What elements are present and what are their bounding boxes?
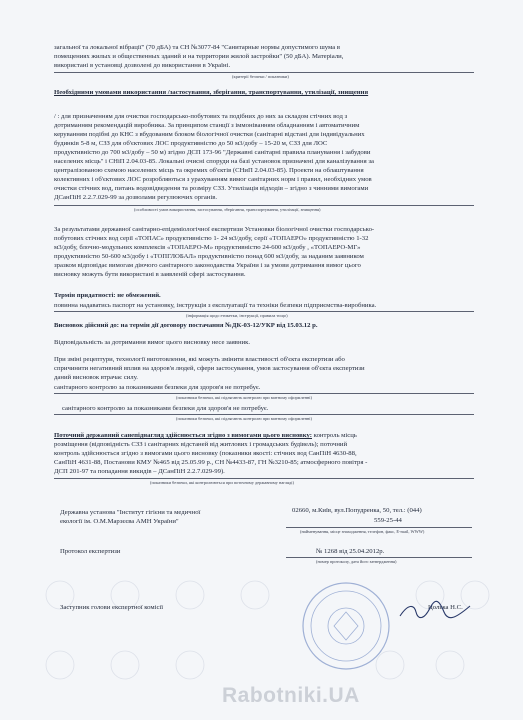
supervision-line: контроль здійснюється згідно з вимогами цього висновку (показники якості: стічних вод СанПіН 4630-88, [54,450,357,457]
official-seal-icon [300,580,392,672]
address-line: 559-25-44 [374,517,402,524]
caption-protocol: (номер протоколу, дата його затвердження) [316,559,397,564]
conditions-line: населених місць" і СНіП 2.04.03-85. Локальні очисні споруди на базі установок призначені для каналізування за [54,158,374,165]
top-text-line: загальної та локальної вібрації" (70 дБА) та СН №3077-84 "Санитарные нормы допустимого шума в [54,44,341,51]
term-label: Термін придатності: [54,292,116,299]
sanitary-control-1: санітарного контролю за показниками безпеки для здоров'я не потребує. [54,384,261,391]
conditions-heading: Необхідними умовами використання /застосування, зберігання, транспортування, утилізації, знищення [54,89,369,96]
institution-line: Державна установа "Інститут гігієни та медичної [60,509,201,516]
obligatory-line: повинна надаватись паспорт на установку, інструкція з експлуатації та техніки безпеки підприємства-виробника. [54,302,377,309]
divider [54,414,474,415]
results-line: зразком відповідає вимогам діючого санітарного законодавства України і за умови дотримання вимог цього [54,262,361,269]
supervision-heading-tail: контроль місць [312,432,357,439]
protocol-label: Протокол експертизи [60,548,121,555]
caption-sanitary-2: (показники безпеки, які підлягають контролю при митному оформленні) [176,416,312,421]
conditions-line: очистки стічних вод, питань водовідведення та розміру СЗЗ. Утилізація відходів – згідно з чинними вимогами [54,185,369,192]
conditions-line: керуванням подібні до КНС з вбудованим блоком біологічної очистки (санітарні відстані для індивідуальних [54,131,365,138]
conditions-line: колективних і об'єктових ЛОС розробляються з урахуванням вимог санітарних норм і правил, необхідних умов [54,176,372,183]
divider [286,527,472,528]
term-value: не обмежений. [115,292,161,299]
caption-conditions: (особливості умов використання, застосування, зберігання, транспортування, утилізації, знищення) [134,207,321,212]
divider [286,557,472,558]
divider [54,72,474,73]
divider [54,205,474,206]
conditions-line: централізованою схемою населених місць та окремих об'єктів (СНиП 2.04.03-85). Проекти на облаштування [54,167,364,174]
divider [54,311,474,312]
conditions-line: дотриманням рекомендацій виробника. За принципом станції з іммоніванням обладнанням і автоматичним [54,122,360,129]
responsibility-line: Відповідальність за дотримання вимог цього висновку несе заявник. [54,339,251,346]
conditions-line: будинків 5-8 м, СЗЗ для об'єктових ЛОС продуктивністю до 50 м3/добу – 15-20 м, СЗЗ для ЛОС [54,140,328,147]
protocol-number: № 1268 від 25.04.2012р. [316,548,385,555]
caption-criteria: (критерії безпеки / показники) [232,74,289,79]
supervision-line: ДСП 201-97 та попадання викидів – ДСанПіН 2.2.7.029-99). [54,468,225,475]
conclusion-title: Висновок дійсний до: на термін дії договору постачання №ДК-03-12/УКР від 15.03.12 р. [54,322,318,329]
change-line: даний висновок втрачає силу. [54,374,138,381]
conditions-line: продуктивністю до 700 м3/добу – 50 м) згідно ДСП 173-96 "Державні санітарні правила планування і забудови [54,149,371,156]
top-text-line: використані в установці дозволені до використання в Україні. [54,62,231,69]
institution-line: екології ім. О.М.Марзєєва АМН України" [60,518,179,525]
signatory-label: Заступник голови експертної комісії [60,604,164,611]
results-line: продуктивністю 50-600 м3/добу і «ТОПГЛОБАЛ» продуктивністю понад 600 м3/добу, за наданим заявником [54,253,364,260]
supervision-heading-line [54,432,357,440]
results-line: висновку можуть бути використані в заявленій сфері застосування. [54,271,246,278]
caption-sanitary-1: (показники безпеки, які підлягають контролю при митному оформленні) [176,395,312,400]
sanitary-control-2: санітарного контролю за показниками безпеки для здоров'я не потребує. [62,405,269,412]
caption-info: (інформація щодо етикетки, інструкції, правила тощо) [186,313,288,318]
results-line: побутових стічних вод серії «ТОПАС» продуктивністю 1- 24 м3/добу, серії «ТОПАЕРО» продуктивністю 1-32 [54,235,369,242]
term-line [54,292,161,300]
divider [54,393,474,394]
supervision-line: розміщення (відповідність СЗЗ і санітарних відстаней від житлових і громадських будівель); поточний [54,441,348,448]
change-line: спричинити негативний вплив на здоров'я людей, сфери застосування, умов застосування об'єкта експертизи [54,365,365,372]
divider [54,478,474,479]
supervision-line: СанПіН 4631-88, Постанови КМУ №465 від 25.05.99 р., СН №4433-87, ГН №3210-85; атмосферного повітря - [54,459,368,466]
conditions-line: ДСанПіН 2.2.7.029-99 за дозволами регулюючих органів. [54,194,218,201]
signature-icon [398,600,472,622]
address-line: 02660, м.Київ, вул.Попудренка, 50, тел.: (044) [292,507,422,514]
watermark-text: Rabotniki.UA [222,684,360,707]
results-line: За результатами державної санітарно-епідеміологічної експертизи Установки біологічної очистки господарсько- [54,226,375,233]
change-line: При зміні рецептури, технології виготовлення, які можуть змінити властивості об'єкта експертизи або [54,356,345,363]
caption-supervision: (показники безпеки, які контролюються при поточному державному нагляді) [150,480,294,485]
top-text-line: помещениях жилых и общественных зданий и на территории жилой застройки" (50 дБА). Матеріали, [54,53,344,60]
supervision-heading: Поточний державний санепіднагляд здійснюється згідно з вимогами цього висновку: [54,432,312,439]
caption-address: (найменування, місце знаходження, телефон, факс, E-mail, WWW) [300,529,425,534]
results-line: м3/добу, блочно-модульних комплексів «ТОПАЕРО-М» продуктивністю 24-600 м3/добу , «ТОПАЕРО-МГ» [54,244,361,251]
signatory-name: Цолька Н.С. [428,604,463,611]
conditions-line: / : для призначенням для очистки господарсько-побутових та подібних до них за складом стічних вод з [54,113,348,120]
